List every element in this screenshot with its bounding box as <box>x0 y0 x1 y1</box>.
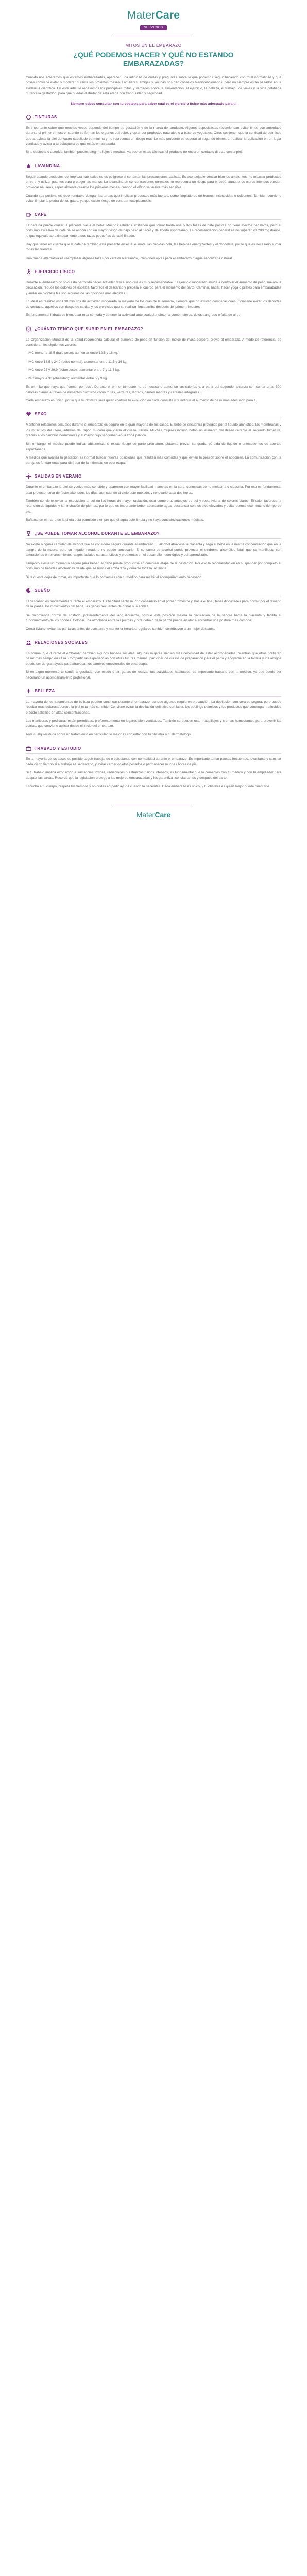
site-footer <box>26 805 281 819</box>
section-paragraph: - IMC entre 25 y 29,9 (sobrepeso): aumentar entre 7 y 11,5 kg. <box>26 368 120 372</box>
section-title: TINTURAS <box>35 115 57 120</box>
section-paragraph: En la mayoría de los casos es posible seguir trabajando o estudiando con normalidad durante el embarazo. Es importante tomar pausas frecuentes, levantarse y caminar cada cierto tiempo si el trabajo es sedentario, y evitar cargar objetos pesados o permanecer muchas horas de pie. <box>26 757 281 767</box>
section-paragraph: Cada embarazo es único, por lo que tu obstetra será quien controle tu evolución en cada consulta y te indique el aumento de peso más adecuado para ti. <box>26 399 257 403</box>
section-divider <box>26 753 281 754</box>
section-paragraph: - IMC entre 18,5 y 24,9 (peso normal): aumentar entre 11,5 y 16 kg. <box>26 360 128 364</box>
article-section <box>26 326 281 404</box>
sleep-icon <box>26 588 31 594</box>
section-paragraph: Si en algún momento te sentís angustiada, con miedo o sin ganas de realizar tus actividades habituales, es importante hablarlo con tu médico, ya que puede ser necesario un acompañamiento profesional. <box>26 670 281 680</box>
article-section <box>26 269 281 318</box>
section-paragraph: Se recomienda dormir de costado, preferentemente del lado izquierdo, porque esta posición mejora la circulación de la sangre hacia la placenta y facilita el funcionamiento de los riñones. Colocar una almohada entre las piernas y otra debajo de la panza puede ayudar a encontrar una postura más cómoda. <box>26 613 281 622</box>
section-paragraph: Ante cualquier duda sobre un tratamiento en particular, lo mejor es consultar con tu obstetra o tu dermatólogo. <box>26 733 192 737</box>
section-title: BELLEZA <box>35 689 55 693</box>
section-paragraph: Si te cuesta dejar de tomar, es importante que lo converses con tu médico para recibir el acompañamiento necesario. <box>26 575 203 579</box>
section-paragraph: La Organización Mundial de la Salud recomienda calcular el aumento de peso en función del índice de masa corporal previo al embarazo. A modo de referencia, se consideran los siguientes valores: <box>26 337 281 347</box>
section-paragraph: No existe ninguna cantidad de alcohol que se considere segura durante el embarazo. El alcohol atraviesa la placenta y llega al bebé en la misma concentración que en la sangre de la madre, pero su hígado inmaduro no puede procesarlo. El consumo de alcohol puede provocar el síndrome alcohólico fetal, que se manifiesta con alteraciones en el crecimiento, rasgos faciales característicos y problemas en el desarrollo neurológico y del aprendizaje. <box>26 543 281 557</box>
section-paragraph: Bañarse en el mar o en la pileta está permitido siempre que el agua esté limpia y no haya contraindicaciones médicas. <box>26 518 204 522</box>
section-title: SEXO <box>35 412 47 417</box>
article-section <box>26 640 281 681</box>
services-badge[interactable]: SERVICIOS <box>140 25 166 30</box>
section-paragraph: También conviene evitar la exposición al sol en las horas de mayor radiación, usar sombrero, anteojos de sol y ropa liviana de colores claros. El calor favorece la retención de líquidos y la hinchazón de piernas, por lo que es importante beber abundante agua, descansar con los pies elevados y evitar permanecer mucho tiempo de pie. <box>26 499 281 514</box>
article-note: Siempre debes consultar con tu obstetra para saber cuál es el ejercicio físico más adecuado para ti. <box>70 102 237 106</box>
article-title: ¿QUÉ PODEMOS HACER Y QUÉ NO ESTANDO EMBARAZADAS? <box>73 50 234 67</box>
section-divider <box>26 122 281 123</box>
section-paragraph: Hay que tener en cuenta que la cafeína también está presente en el té, el mate, las bebidas cola, las bebidas energizantes y el chocolate, por lo que es necesario sumar todas las fuentes. <box>26 243 281 252</box>
article-section <box>26 163 281 204</box>
section-paragraph: La mayoría de los tratamientos de belleza pueden continuar durante el embarazo, aunque algunos requieren precaución. La depilación con cera es segura, pero puede resultar más dolorosa porque la piel está más sensible. Conviene evitar la depilación definitiva con láser, los peelings químicos y los productos que contengan retinoides o ácido salicílico en altas concentraciones. <box>26 700 281 715</box>
site-header <box>26 0 281 36</box>
article-section <box>26 473 281 523</box>
section-heading <box>26 640 281 646</box>
section-title: LAVANDINA <box>35 163 60 168</box>
section-heading <box>26 588 281 594</box>
section-title: ¿SE PUEDE TOMAR ALCOHOL DURANTE EL EMBARAZO? <box>35 531 160 536</box>
matercare-logo[interactable]: MaterCare <box>127 9 180 21</box>
section-heading <box>26 531 281 536</box>
section-paragraph: Las manicuras y pedicuras están permitidas, preferentemente en lugares bien ventilados. También se pueden usar maquillajes y cremas humectantes para prevenir las estrías, que conviene aplicar desde el inicio del embarazo. <box>26 719 281 728</box>
article-sections <box>26 114 281 789</box>
article-section <box>26 411 281 466</box>
section-heading <box>26 688 281 694</box>
water-drop-icon <box>26 163 31 169</box>
article-lead: Cuando nos enteramos que estamos embarazadas, aparecen una infinidad de dudas y preguntas sobre lo que podemos seguir haciendo con total normalidad y qué cosas conviene evitar o moderar durante los próximos meses. Familiares, amigas y vecinas nos dan consejos bienintencionados, pero no siempre están basados en la evidencia científica. En este artículo repasamos los principales mitos y verdades sobre la alimentación, el ejercicio, la belleza, el trabajo, los viajes y la vida cotidiana durante la gestación, para que puedas disfrutar de esta etapa con tranquilidad y seguridad. <box>26 76 281 95</box>
section-paragraph: Cuando sea posible, es recomendable delegar las tareas que implican productos más fuertes, como limpiadores de hornos, insecticidas o solventes. También conviene evitar limpiar la piedra de los gatos, ya que existe riesgo de contraer toxoplasmosis. <box>26 194 281 203</box>
section-paragraph: La cafeína puede cruzar la placenta hacia el bebé. Muchos estudios sostienen que tomar hasta una o dos tazas de café por día no tiene efectos negativos, pero el consumo excesivo de cafeína se asocia con un mayor riesgo de bajo peso al nacer y de aborto espontáneo. La recomendación general es no superar los 200 mg diarios, lo que equivale aproximadamente a dos tazas pequeñas de café filtrado. <box>26 224 281 238</box>
section-divider <box>26 219 281 220</box>
sparkle-icon <box>26 688 31 694</box>
section-paragraph: Una buena alternativa es reemplazar algunas tazas por café descafeinado, infusiones aptas para el embarazo o agua saborizada natural. <box>26 256 233 260</box>
section-paragraph: - IMC menor a 18,5 (bajo peso): aumentar entre 12,5 y 18 kg. <box>26 351 118 355</box>
article-section <box>26 531 281 580</box>
heart-icon <box>26 411 31 417</box>
section-title: SUEÑO <box>35 588 50 594</box>
section-paragraph: El descanso es fundamental durante el embarazo. Es habitual sentir mucho cansancio en el primer trimestre y, hacia el final, tener dificultades para dormir por el tamaño de la panza, los movimientos del bebé, las ganas frecuentes de orinar o la acidez. <box>26 600 281 609</box>
question-icon <box>26 326 31 332</box>
section-paragraph: Es un mito que haya que "comer por dos". Durante el primer trimestre no es necesario aumentar las calorías y, a partir del segundo, alcanza con sumar unas 300 calorías diarias a través de alimentos nutritivos como frutas, verduras, lácteos, carnes magras y cereales integrales. <box>26 385 281 394</box>
section-paragraph: - IMC mayor a 30 (obesidad): aumentar entre 5 y 9 kg. <box>26 377 108 381</box>
section-paragraph: Es fundamental hidratarse bien, usar ropa cómoda y detener la actividad ante cualquier síntoma como mareos, dolor, sangrado o falta de aire. <box>26 313 240 317</box>
section-paragraph: Durante el embarazo no solo está permitido hacer actividad física sino que es muy recomendable. El ejercicio moderado ayuda a controlar el aumento de peso, mejora la circulación, reduce los dolores de espalda, favorece el descanso y prepara el cuerpo para el momento del parto. Caminar, nadar, hacer yoga o pilates para embarazadas y andar en bicicleta fija son algunas de las opciones más elegidas. <box>26 280 281 295</box>
article-section <box>26 114 281 155</box>
section-paragraph: Es normal que durante el embarazo cambien algunos hábitos sociales. Algunas mujeres sienten más necesidad de estar acompañadas, mientras que otras prefieren pasar más tiempo en casa. Compartir las experiencias con otras futuras mamás, participar de cursos de preparación para el parto y apoyarse en la familia y los amigos puede ser de gran ayuda para atravesar los cambios emocionales de esta etapa. <box>26 651 281 666</box>
section-title: EJERCICIO FÍSICO <box>35 269 75 274</box>
running-icon <box>26 269 31 275</box>
section-heading <box>26 163 281 169</box>
section-paragraph: Es importante saber que muchas veces depende del tiempo de gestación y de la marca del producto. Algunos especialistas recomiendan evitar tintes con amoníaco durante el primer trimestre, cuando se forman los órganos del bebé, y optar por productos naturales o a base de vegetales. Otros sostienen que la cantidad de químicos que atraviesa la piel del cuero cabelludo es mínima y no representa un riesgo real. Lo más prudente es esperar al segundo trimestre, realizar la aplicación en un lugar ventilado y avisar a tu peluquera de que estás embarazada. <box>26 126 281 146</box>
section-heading <box>26 745 281 751</box>
section-heading <box>26 269 281 275</box>
footer-logo[interactable]: MaterCare <box>136 810 171 819</box>
section-divider <box>26 481 281 482</box>
section-paragraph: Tampoco existe un momento seguro para beber: el daño puede producirse en cualquier etapa de la gestación. Por eso la recomendación es suspender por completo el consumo de bebidas alcohólicas desde que se busca el embarazo y durante toda la lactancia. <box>26 562 281 571</box>
section-title: RELACIONES SOCIALES <box>35 640 88 645</box>
section-paragraph: A medida que avanza la gestación es normal buscar nuevas posiciones que resulten más cómodas y que eviten la presión sobre el abdomen. La comunicación con la pareja es fundamental para disfrutar de la intimidad en esta etapa. <box>26 455 281 465</box>
section-title: TRABAJO Y ESTUDIO <box>35 745 81 751</box>
section-paragraph: Durante el embarazo la piel se vuelve más sensible y aparecen con mayor facilidad manchas en la cara, conocidas como melasma o cloasma. Por eso es fundamental usar protector solar de factor alto todos los días, aun cuando el cielo esté nublado, y renovarlo cada dos horas. <box>26 485 281 495</box>
section-paragraph: Seguir usando productos de limpieza habituales no es peligroso si se toman las precauciones básicas. Es aconsejable ventilar bien los ambientes, no mezclar productos entre sí y utilizar guantes para proteger las manos. La lavandina en concentraciones normales no representa un riesgo para el bebé, aunque los olores intensos pueden provocar náuseas, especialmente durante los primeros meses, cuando el olfato se vuelve más sensible. <box>26 175 281 190</box>
article-section <box>26 688 281 738</box>
section-paragraph: Mantener relaciones sexuales durante el embarazo es seguro en la gran mayoría de los casos. El bebé se encuentra protegido por el líquido amniótico, las membranas y los músculos del útero, además del tapón mucoso que cierra el cuello uterino. Muchas mujeres incluso notan un aumento del deseo durante el segundo trimestre, gracias a los cambios hormonales y al mayor flujo sanguíneo en la zona pélvica. <box>26 423 281 437</box>
section-heading <box>26 473 281 479</box>
section-paragraph: Lo ideal es realizar unos 30 minutos de actividad moderada la mayoría de los días de la semana, siempre que no existan complicaciones. Conviene evitar los deportes de contacto, aquellos con riesgo de caídas y los ejercicios que se realizan boca arriba después del primer trimestre. <box>26 299 281 309</box>
section-paragraph: Si tu trabajo implica exposición a sustancias tóxicas, radiaciones o esfuerzos físicos intensos, es fundamental que lo comentes con tu médico y con tu empleador para adaptar las tareas. Recordá que la legislación protege a las mujeres embarazadas y les garantiza licencias antes y después del parto. <box>26 771 281 780</box>
section-title: SALIDAS EN VERANO <box>35 474 82 479</box>
glass-icon <box>26 531 31 536</box>
article-section <box>26 588 281 632</box>
section-heading <box>26 411 281 417</box>
section-divider <box>26 696 281 697</box>
section-heading <box>26 212 281 217</box>
article-kicker: MITOS EN EL EMBARAZO <box>125 43 182 48</box>
section-title: CAFÉ <box>35 212 47 217</box>
section-paragraph: Sin embargo, el médico puede indicar abstinencia si existe riesgo de parto prematuro, placenta previa, sangrado, pérdida de líquido o antecedentes de abortos espontáneos. <box>26 442 281 451</box>
section-paragraph: Si tu obstetra lo autoriza, también puedes elegir reflejos o mechas, ya que en estas técnicas el producto no entra en contacto directo con la piel. <box>26 150 243 155</box>
briefcase-icon <box>26 745 31 751</box>
section-divider <box>26 538 281 539</box>
svg-text:?: ? <box>27 327 30 331</box>
section-paragraph: Escuchá a tu cuerpo, respetá tus tiempos y no dudes en pedir ayuda cuando la necesites. Cada embarazo es único, y tu obstetra es quien mejor puede orientarte. <box>26 784 270 788</box>
stethoscope-icon <box>26 114 31 120</box>
section-title: ¿CUÁNTO TENGO QUE SUBIR EN EL EMBARAZO? <box>35 326 143 331</box>
article-section <box>26 212 281 261</box>
section-paragraph: Cenar liviano, evitar las pantallas antes de acostarse y mantener horarios regulares también contribuyen a un mejor descanso. <box>26 627 217 631</box>
sun-icon <box>26 473 31 479</box>
section-divider <box>26 171 281 172</box>
article-section <box>26 745 281 789</box>
section-heading <box>26 114 281 120</box>
coffee-cup-icon <box>26 212 31 217</box>
people-icon <box>26 640 31 646</box>
section-heading <box>26 326 281 332</box>
